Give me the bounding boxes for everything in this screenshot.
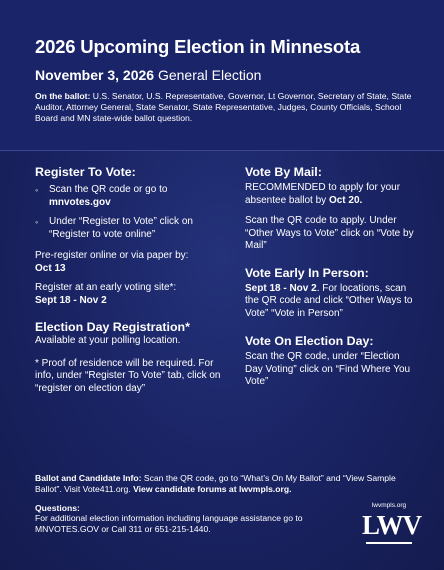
early-site-text: Register at an early voting site*: bbox=[35, 282, 177, 293]
early-heading: Vote Early In Person: bbox=[245, 265, 369, 280]
election-date-rest: General Election bbox=[154, 67, 262, 83]
candidate-info bbox=[35, 473, 413, 495]
page-title: 2026 Upcoming Election in Minnesota bbox=[35, 36, 361, 57]
register-bullet-2 bbox=[35, 216, 230, 241]
bullet-icon: ◦ bbox=[35, 217, 39, 227]
left-column bbox=[35, 165, 230, 395]
bullet-icon: ◦ bbox=[35, 185, 39, 195]
register-heading: Register To Vote: bbox=[35, 165, 136, 179]
logo-mark: LWV bbox=[362, 510, 422, 540]
candidate-info-label: Ballot and Candidate Info: bbox=[35, 473, 142, 483]
logo-url: lwvmpls.org bbox=[371, 502, 407, 509]
mnvotes-link: mnvotes.gov bbox=[49, 196, 111, 208]
early-text-rest: . For locations, scan the QR code and click “Other Ways to Vote” “Vote in Person” bbox=[245, 282, 413, 319]
register-bullet-2-text: Under “Register to Vote” click on “Register to vote online” bbox=[49, 216, 193, 240]
right-column bbox=[245, 165, 415, 389]
lwv-logo bbox=[362, 502, 422, 544]
edr-text: Available at your polling location. bbox=[35, 335, 181, 346]
preregister-date: Oct 13 bbox=[35, 262, 66, 274]
election-date bbox=[35, 67, 444, 83]
edr-heading: Election Day Registration* bbox=[35, 320, 190, 334]
logo-underline bbox=[366, 542, 412, 544]
footer-section bbox=[35, 473, 413, 535]
edr-note: * Proof of residence will be required. For info, under “Register To Vote” tab, click on “register on election day” bbox=[35, 357, 221, 394]
election-day-heading: Vote On Election Day: bbox=[245, 334, 374, 348]
questions-label: Questions: bbox=[35, 503, 80, 513]
mail-text-2: Scan the QR code to apply. Under “Other Ways to Vote” click on “Vote by Mail” bbox=[245, 215, 414, 251]
preregister-block bbox=[35, 250, 230, 275]
ballot-summary bbox=[35, 91, 413, 123]
early-text bbox=[245, 283, 415, 321]
candidate-forums-link: View candidate forums at lwvmpls.org. bbox=[133, 484, 292, 494]
mail-text bbox=[245, 182, 415, 207]
mail-deadline: Oct 20. bbox=[328, 194, 363, 206]
register-bullet-1-text: Scan the QR code or go to bbox=[49, 184, 168, 195]
election-day-text: Scan the QR code, under “Election Day Voting” click on “Find Where You Vote” bbox=[245, 351, 411, 387]
early-site-dates: Sept 18 - Nov 2 bbox=[35, 294, 107, 306]
candidate-info-text: Scan the QR code, go to “What’s On My Ballot” and “View Sample Ballot”. Visit Vote411.org. bbox=[35, 473, 396, 494]
ballot-label: On the ballot: bbox=[35, 91, 91, 101]
header-divider bbox=[0, 150, 444, 151]
register-bullet-1 bbox=[35, 184, 230, 209]
early-site-block bbox=[35, 282, 230, 307]
early-dates: Sept 18 - Nov 2 bbox=[245, 282, 317, 294]
election-date-bold: November 3, 2026 bbox=[35, 67, 155, 83]
header-section bbox=[0, 0, 444, 150]
mail-heading: Vote By Mail: bbox=[245, 165, 322, 179]
ballot-text: U.S. Senator, U.S. Representative, Governor, Lt Governor, Secretary of State, State Auditor, Attorney General, State Senator, State Representative, Judges, County Officials, School Board and MN state-wide ballot question. bbox=[35, 91, 412, 123]
questions-text: For additional election information including language assistance go to MNVOTES.GOV or Call 311 or 651-215-1440. bbox=[35, 513, 303, 534]
mail-text-a: RECOMMENDED to apply for your absentee ballot by bbox=[245, 182, 401, 206]
preregister-text: Pre-register online or via paper by: bbox=[35, 250, 189, 261]
